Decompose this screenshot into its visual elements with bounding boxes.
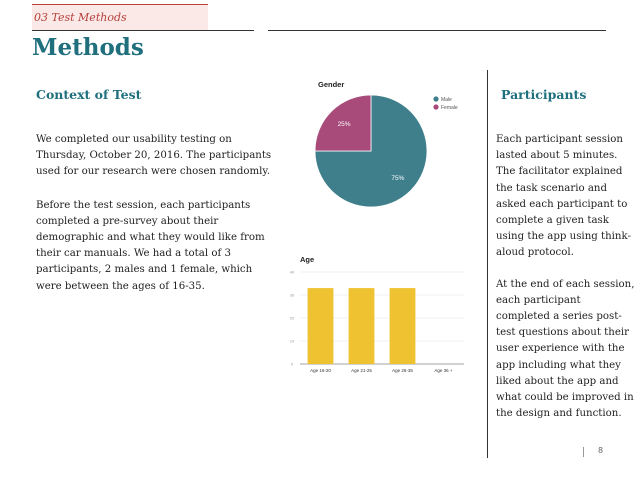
bar-3 [390,288,416,364]
participants-heading: Participants [501,87,587,102]
context-body [36,132,276,312]
page-number-divider [583,447,584,457]
participants-paragraph-1: Each participant session lasted about 5 minutes. The facilitator explained the task scenario and asked each participant to complete a given task using the app using think-aloud protocol. [496,134,631,259]
pie-label-female: 25% [337,121,351,129]
section-tab [32,4,208,31]
legend-swatch-female [433,104,438,109]
section-tab-label: 03 Test Methods [34,11,127,24]
page-number: 8 [598,446,604,455]
age-chart-title: Age [300,255,315,264]
context-heading: Context of Test [36,87,142,102]
gender-pie-chart [296,76,466,212]
legend-label-male: Male [441,97,452,103]
participants-body [496,132,636,437]
age-bar-chart [282,252,472,378]
participants-paragraph-2: At the end of each session, each participant completed a series post-test questions about their user experience with the app including what they liked about the app and what could be improved in the design and function. [496,278,635,420]
header-rule-left [32,30,254,31]
legend-label-female: Female [441,105,458,111]
header-rule-right [268,30,606,31]
x-category-label: Age 36 + [434,368,453,373]
x-category-label: Age 26-35 [392,368,413,373]
y-tick-label: 30 [289,292,295,298]
y-tick-label: 20 [289,315,295,321]
y-tick-label: 0 [290,361,294,367]
y-tick-label: 40 [289,269,295,275]
x-category-label: Age 21-25 [351,368,372,373]
x-category-label: Age 16-20 [310,368,331,373]
bar-2 [349,288,375,364]
bar-1 [308,288,334,364]
context-paragraph-2: Before the test session, each participants completed a pre-survey about their demographic and what they would like from their car manuals. We had a total of 3 participants, 2 males and 1 female, which were between the ages of 16-35. [36,199,265,292]
y-tick-label: 10 [289,338,295,344]
pie-label-male: 75% [391,174,405,182]
gender-chart-title: Gender [318,80,345,89]
page-title: Methods [32,34,144,61]
column-divider [487,70,488,458]
context-paragraph-1: We completed our usability testing on Thursday, October 20, 2016. The participants used for our research were chosen randomly. [36,134,272,178]
legend-swatch-male [433,96,438,101]
